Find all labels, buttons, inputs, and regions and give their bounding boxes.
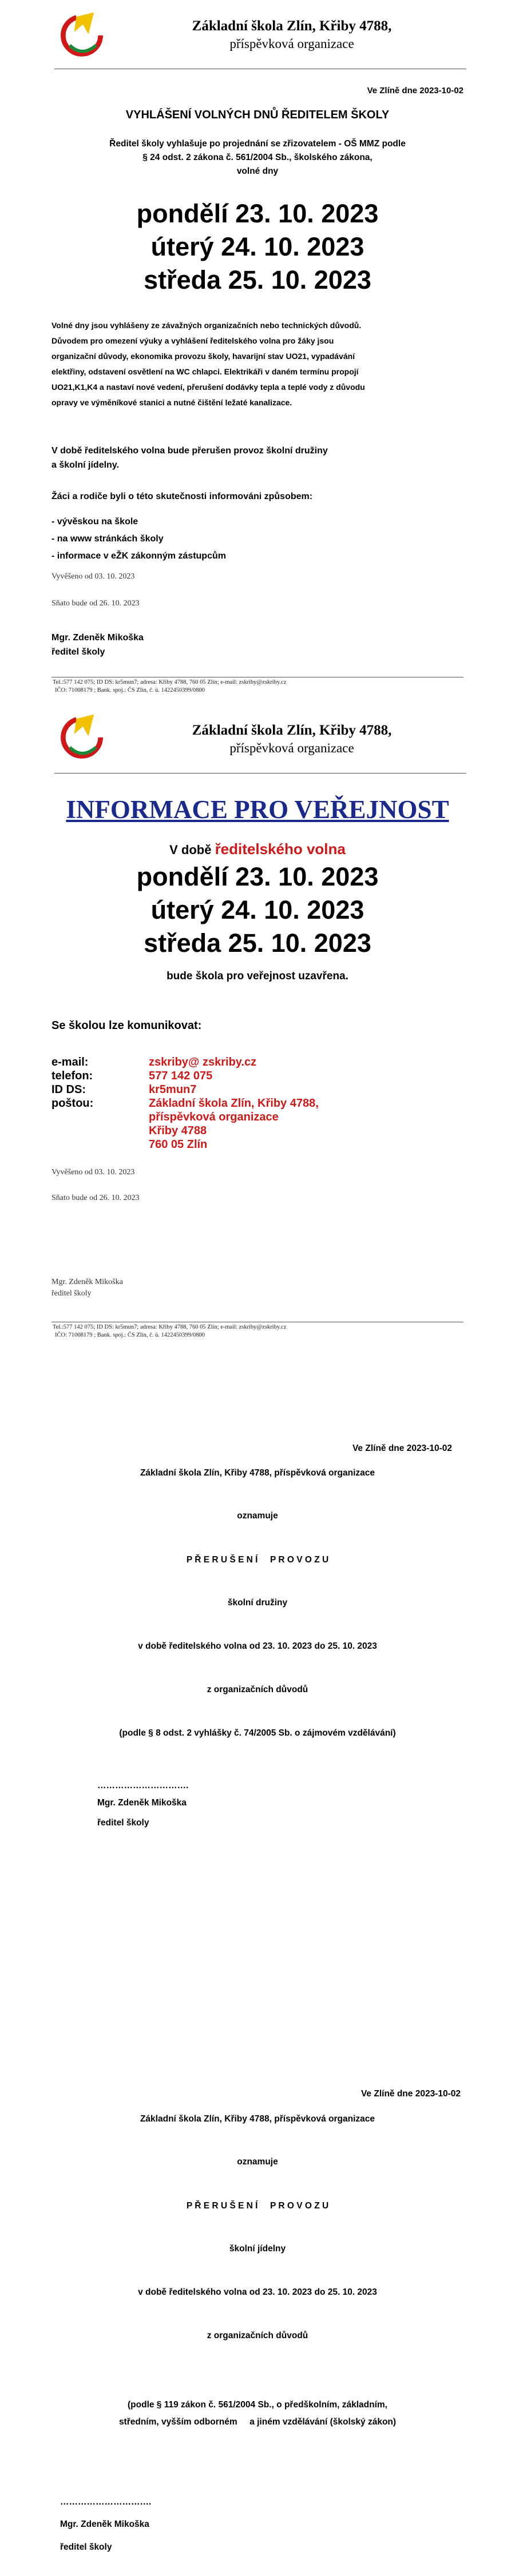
signature-dots: ………………………….	[60, 2497, 152, 2507]
footer: Tel.:577 142 075; ID DS: kr5mun7; adresa: Křiby 4788, 760 05 Zlín; e-mail: zskriby@zskriby.cz IČO: 71008179 ; Bank. spoj.: ČS Zlín, č. ú. 1422450399/0800	[53, 1324, 287, 1338]
announces: oznamuje	[237, 1511, 278, 1521]
school-line: Základní škola Zlín, Křiby 4788, příspěvková organizace	[140, 1468, 375, 1478]
period: v době ředitelského volna od 23. 10. 2023 do 25. 10. 2023	[138, 2287, 377, 2297]
reason-paragraph: Volné dny jsou vyhlášeny ze závažných organizačních nebo technických důvodů. Důvodem pro omezení výuky a vyhlášení ředitelského volna pro žáky jsou organizační důvody, ekonomika provozu školy, havarijní stav UO21, vypadávání elektřiny, odstavení osvětlení na WC chlapci. Elektrikáři v daném termínu propojí UO21,K1,K4 a nastaví nové vedení, přerušení dodávky tepla a teplé vody z důvodu opravy ve výměníkové stanici a nutné čištění ležaté kanalizace.	[51, 321, 365, 407]
date-line: Ve Zlíně dne 2023-10-02	[367, 86, 463, 95]
public-info-title: INFORMACE PRO VEŘEJNOST	[66, 795, 449, 824]
posted-date: Vyvěšeno od 03. 10. 2023	[51, 1168, 135, 1177]
interrupt-heading: P Ř E R U Š E N Í P R O V O Z U	[186, 2201, 329, 2211]
school-type: příspěvková organizace	[229, 37, 354, 51]
school-type: příspěvková organizace	[229, 741, 354, 755]
signer-name: Mgr. Zdeněk Mikoška	[51, 633, 144, 643]
school-name: Základní škola Zlín, Křiby 4788,	[192, 18, 392, 34]
signer-role: ředitel školy	[51, 647, 105, 657]
page-heading: VYHLÁŠENÍ VOLNÝCH DNŮ ŘEDITELEM ŠKOLY	[125, 109, 390, 121]
posted-date: Vyvěšeno od 03. 10. 2023	[51, 572, 135, 581]
period: v době ředitelského volna od 23. 10. 2023 do 25. 10. 2023	[138, 1641, 377, 1651]
school-logo-icon	[54, 709, 109, 764]
closure-note: V době ředitelského volna bude přerušen provoz školní družiny a školní jídelny.	[51, 446, 328, 470]
signer-role: ředitel školy	[60, 2542, 112, 2552]
closed-text: bude škola pro veřejnost uzavřena.	[167, 970, 348, 982]
footer: Tel.:577 142 075; ID DS: kr5mun7; adresa: Křiby 4788, 760 05 Zlín; e-mail: zskriby@zskriby.cz IČO: 71008179 ; Bank. spoj.: ČS Zlín, č. ú. 1422450399/0800	[53, 679, 287, 693]
legal-basis-1: (podle § 119 zákon č. 561/2004 Sb., o předškolním, základním,	[128, 2400, 387, 2410]
list-item: - na www stránkách školy	[51, 534, 164, 544]
legal-basis-2: středním, vyšším odborném a jiném vzdělávání (školský zákon)	[118, 2417, 397, 2427]
contact-post: poštou: Základní škola Zlín, Křiby 4788, příspěvková organizace Křiby 4788 760 05 Zlín	[51, 1097, 319, 1151]
lead-line: V době ředitelského volna	[169, 840, 346, 858]
info-heading: Žáci a rodiče byli o této skutečnosti informováni způsobem:	[51, 492, 313, 501]
list-item: - vývěskou na škole	[51, 517, 138, 527]
reason: z organizačních důvodů	[207, 1685, 308, 1694]
volne-dny-dates: pondělí 23. 10. 2023 úterý 24. 10. 2023 středa 25. 10. 2023	[136, 199, 379, 294]
contact-email: e-mail: zskriby@ zskriby.cz	[51, 1056, 257, 1068]
reason: z organizačních důvodů	[207, 2331, 308, 2340]
list-item: - informace v eŽK zákonným zástupcům	[51, 551, 226, 561]
school-name: Základní škola Zlín, Křiby 4788,	[192, 723, 392, 738]
email-link[interactable]: zskriby@ zskriby.cz	[149, 1056, 257, 1068]
contact-heading: Se školou lze komunikovat:	[51, 1019, 202, 1032]
school-line: Základní škola Zlín, Křiby 4788, příspěvková organizace	[140, 2114, 375, 2124]
info-list	[51, 513, 475, 565]
signer-name: Mgr. Zdeněk Mikoška	[97, 1798, 187, 1808]
signer-name: Mgr. Zdeněk Mikoška	[60, 2519, 149, 2529]
date-line: Ve Zlíně dne 2023-10-02	[352, 1443, 452, 1453]
legal-basis: (podle § 8 odst. 2 vyhlášky č. 74/2005 Sb. o zájmovém vzdělávání)	[119, 1728, 396, 1738]
removal-date: Sňato bude od 26. 10. 2023	[51, 599, 140, 608]
announces: oznamuje	[237, 2157, 278, 2167]
school-logo-icon	[54, 7, 109, 62]
contact-phone: telefon: 577 142 075	[51, 1070, 213, 1082]
removal-date: Sňato bude od 26. 10. 2023	[51, 1194, 140, 1202]
signature-dots: ………………………….	[97, 1781, 189, 1791]
signer-role: ředitel školy	[51, 1289, 92, 1298]
subject: školní jídelny	[229, 2244, 286, 2254]
interrupt-heading: P Ř E R U Š E N Í P R O V O Z U	[186, 1555, 329, 1565]
intro-text: Ředitel školy vyhlašuje po projednání se zřizovatelem - OŠ MMZ podle § 24 odst. 2 zákona č. 561/2004 Sb., školského zákona, volné dny	[109, 139, 406, 176]
signer-role: ředitel školy	[97, 1818, 149, 1828]
date-line: Ve Zlíně dne 2023-10-02	[360, 2089, 461, 2099]
signer-name: Mgr. Zdeněk Mikoška	[51, 1278, 123, 1286]
subject: školní družiny	[227, 1598, 288, 1608]
closure-dates: pondělí 23. 10. 2023 úterý 24. 10. 2023 středa 25. 10. 2023	[136, 862, 379, 958]
contact-list	[51, 1055, 452, 1151]
contact-ds: ID DS: kr5mun7	[51, 1083, 197, 1096]
